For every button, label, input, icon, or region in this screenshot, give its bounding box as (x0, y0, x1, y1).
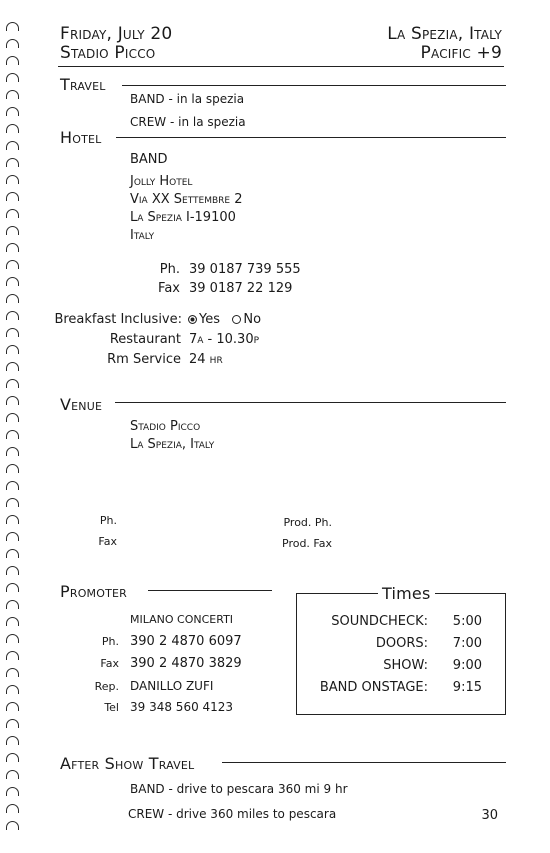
binding-ring (6, 617, 19, 626)
binding-ring (6, 600, 19, 609)
binding-ring (6, 719, 19, 728)
promoter-tel: 39 348 560 4123 (130, 700, 234, 714)
header-divider (58, 66, 504, 67)
promoter-ph: 390 2 4870 6097 (130, 634, 242, 649)
binding-ring (6, 141, 19, 150)
binding-ring (6, 226, 19, 235)
breakfast-no-label: No (243, 312, 262, 327)
binding-ring (6, 413, 19, 422)
times-show-value: 9:00 (452, 658, 482, 673)
page-venue-name: Stadio Picco (60, 43, 156, 63)
binding-ring (6, 770, 19, 779)
binding-ring (6, 804, 19, 813)
travel-heading-rule (122, 85, 506, 86)
page-timezone: Pacific +9 (420, 43, 502, 63)
binding-ring (6, 498, 19, 507)
binding-ring (6, 124, 19, 133)
binding-ring (6, 396, 19, 405)
binding-ring (6, 362, 19, 371)
times-doors-label: DOORS: (375, 636, 428, 651)
venue-fax-label: Fax (98, 535, 117, 548)
hotel-heading-rule (116, 137, 506, 138)
venue-prod-ph-label: Prod. Ph. (283, 516, 332, 529)
binding-ring (6, 277, 19, 286)
venue-ph-label: Ph. (99, 514, 117, 527)
promoter-rep: DANILLO ZUFI (130, 679, 214, 693)
binding-ring (6, 158, 19, 167)
hotel-group: BAND (130, 152, 168, 167)
breakfast-label: Breakfast Inclusive: (54, 312, 182, 327)
promoter-heading-rule (148, 590, 272, 591)
hotel-fax: 39 0187 22 129 (189, 281, 293, 296)
binding-ring (6, 39, 19, 48)
travel-crew: CREW - in la spezia (130, 115, 246, 129)
times-heading: Times (382, 584, 431, 603)
binding-ring (6, 22, 19, 31)
hotel-phone: 39 0187 739 555 (189, 262, 301, 277)
binding-ring (6, 175, 19, 184)
binding-ring (6, 192, 19, 201)
binding-ring (6, 566, 19, 575)
times-show-label: SHOW: (383, 658, 428, 673)
binding-ring (6, 260, 19, 269)
promoter-name: MILANO CONCERTI (130, 613, 234, 626)
page-city: La Spezia, Italy (387, 24, 502, 44)
hotel-street: Via XX Settembre 2 (130, 192, 243, 207)
times-onstage-label: BAND ONSTAGE: (319, 680, 428, 695)
venue-city: La Spezia, Italy (130, 437, 215, 452)
after-show-band: BAND - drive to pescara 360 mi 9 hr (130, 782, 348, 796)
binding-ring (6, 634, 19, 643)
hotel-city: La Spezia I-19100 (130, 210, 236, 225)
binding-ring (6, 736, 19, 745)
binding-ring (6, 464, 19, 473)
binding-ring (6, 702, 19, 711)
venue-prod-fax-label: Prod. Fax (282, 537, 332, 550)
roomservice-hours: 24 hr (189, 352, 223, 367)
binding-ring (6, 311, 19, 320)
promoter-fax: 390 2 4870 3829 (130, 656, 242, 671)
promoter-ph-label: Ph. (101, 635, 119, 648)
binding-ring (6, 821, 19, 830)
hotel-heading: Hotel (60, 128, 102, 147)
times-doors-value: 7:00 (452, 636, 482, 651)
times-soundcheck-value: 5:00 (452, 614, 482, 629)
breakfast-options (188, 312, 261, 327)
binding-ring (6, 209, 19, 218)
binding-ring (6, 549, 19, 558)
venue-heading: Venue (60, 395, 103, 414)
binding-ring (6, 243, 19, 252)
binding-ring (6, 56, 19, 65)
binding-ring (6, 651, 19, 660)
binding-ring (6, 107, 19, 116)
hotel-country: Italy (130, 228, 155, 243)
binding-ring (6, 294, 19, 303)
binding-ring (6, 73, 19, 82)
binding-ring (6, 447, 19, 456)
times-box (296, 593, 506, 715)
binding-ring (6, 685, 19, 694)
venue-name: Stadio Picco (130, 419, 201, 434)
binding-ring (6, 90, 19, 99)
venue-heading-rule (115, 402, 506, 403)
times-heading-wrap (378, 584, 435, 604)
binding-ring (6, 379, 19, 388)
binding-ring (6, 532, 19, 541)
binding-ring (6, 583, 19, 592)
restaurant-label: Restaurant (109, 332, 181, 347)
after-show-crew: CREW - drive 360 miles to pescara (128, 807, 337, 821)
promoter-rep-label: Rep. (94, 680, 119, 693)
roomservice-label: Rm Service (107, 352, 181, 367)
times-soundcheck-label: SOUNDCHECK: (331, 614, 428, 629)
restaurant-hours: 7a - 10.30p (189, 332, 260, 347)
times-onstage-value: 9:15 (452, 680, 482, 695)
binding-ring (6, 515, 19, 524)
hotel-name: Jolly Hotel (130, 174, 193, 189)
page-date: Friday, July 20 (60, 24, 173, 44)
hotel-phone-label: Ph. (159, 262, 180, 277)
breakfast-no-radio[interactable] (232, 315, 241, 324)
travel-heading: Travel (60, 75, 106, 94)
after-show-heading: After Show Travel (60, 754, 195, 773)
binding-ring (6, 430, 19, 439)
after-show-heading-rule (222, 762, 506, 763)
binding-ring (6, 328, 19, 337)
travel-band: BAND - in la spezia (130, 92, 245, 106)
breakfast-yes-radio[interactable] (188, 315, 197, 324)
promoter-heading: Promoter (60, 582, 128, 601)
page-number: 30 (481, 808, 498, 823)
spiral-binding (6, 22, 22, 842)
binding-ring (6, 753, 19, 762)
breakfast-yes-label: Yes (199, 312, 220, 327)
binding-ring (6, 345, 19, 354)
promoter-fax-label: Fax (100, 657, 119, 670)
binding-ring (6, 787, 19, 796)
promoter-tel-label: Tel (104, 701, 119, 714)
binding-ring (6, 668, 19, 677)
hotel-fax-label: Fax (158, 281, 180, 296)
binding-ring (6, 481, 19, 490)
